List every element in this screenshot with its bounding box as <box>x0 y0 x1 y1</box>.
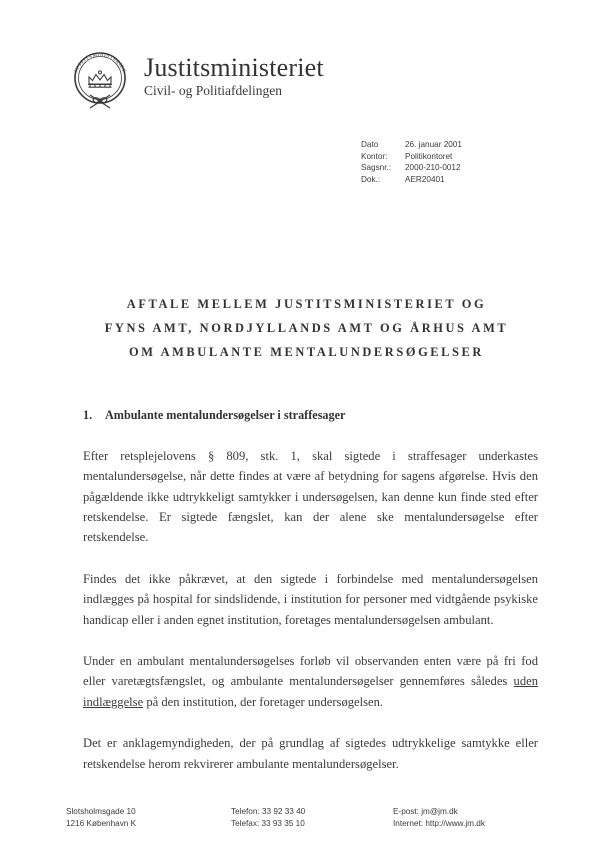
section-heading-text: Ambulante mentalundersøgelser i straffesager <box>105 408 346 422</box>
footer-address-street: Slotsholmsgade 10 <box>66 807 136 816</box>
meta-label-dok: Dok.: <box>361 174 381 184</box>
footer-fax: Telefax: 33 93 35 10 <box>231 818 305 828</box>
document-title-line-2: FYNS AMT, NORDJYLLANDS AMT OG ÅRHUS AMT <box>104 321 509 336</box>
paragraph-1: Efter retsplejelovens § 809, stk. 1, skal sigtede i straffesager underkastes mentalundersøgelse, når dette findes at være af betydning for sagens afgørelse. Hvis den pågældende ikke udtrykkeligt samtykker i undersøgelsen, kan denne kun finde sted efter retskendelse. Er sigtede fængslet, kan der alene ske mentalundersøgelse efter retskendelse. <box>83 448 538 545</box>
document-meta-block <box>361 139 462 186</box>
footer-phone: Telefon: 33 92 33 40 <box>231 807 306 816</box>
meta-row-sagsnr <box>361 162 462 174</box>
document-title-line-3: OM AMBULANTE MENTALUNDERSØGELSER <box>129 345 484 360</box>
meta-value-dato: 26. januar 2001 <box>405 140 462 149</box>
wordmark-block <box>144 46 324 100</box>
document-body <box>83 408 538 774</box>
meta-row-dok <box>361 174 462 186</box>
document-title <box>62 292 551 365</box>
paragraph-4: Det er anklagemyndigheden, der på grundlag af sigtedes udtrykkelige samtykke eller retskendelse herom rekvirerer ambulante mentalundersøgelser. <box>83 736 538 771</box>
footer-phone-column <box>231 806 393 830</box>
meta-value-kontor: Politikontoret <box>405 151 453 161</box>
meta-row-dato <box>361 139 462 151</box>
meta-value-sagsnr: 2000-210-0012 <box>405 163 461 173</box>
section-number: 1. <box>83 408 93 422</box>
meta-label-sagsnr: Sagsnr.: <box>361 163 392 173</box>
document-title-line-1: AFTALE MELLEM JUSTITSMINISTERIET OG <box>126 297 487 311</box>
page-footer <box>66 806 546 830</box>
footer-online-column <box>393 806 546 830</box>
footer-email: E-post: jm@jm.dk <box>393 807 458 816</box>
ministry-crown-seal-icon <box>66 46 134 114</box>
letterhead <box>66 46 324 114</box>
footer-internet: Internet: http://www.jm.dk <box>393 818 485 828</box>
department-name: Civil- og Politiafdelingen <box>144 83 282 99</box>
meta-value-dok: AER20401 <box>405 174 445 184</box>
svg-text:JUSTITSMINISTERIET: JUSTITSMINISTERIET <box>73 51 127 74</box>
footer-address-city: 1216 København K <box>66 818 137 828</box>
paragraph-3-emphasis: uden indlæggelse <box>83 674 538 709</box>
meta-label-kontor: Kontor: <box>361 151 388 161</box>
meta-label-dato: Dato <box>361 140 379 149</box>
paragraph-3-text-before: Under en ambulant mentalundersøgelses forløb vil observanden enten være på fri fod eller varetægtsfængslet, og ambulante mentalundersøgelser gennemføres således <box>83 653 538 689</box>
paragraph-3-text-after: på den institution, der foretager undersøgelsen. <box>143 694 384 709</box>
meta-row-kontor <box>361 151 462 163</box>
ministry-wordmark: Justitsministeriet <box>144 53 324 82</box>
section-heading-1 <box>83 408 538 424</box>
paragraph-2: Findes det ikke påkrævet, at den sigtede i forbindelse med mentalundersøgelsen indlægges på hospital for sindslidende, i institution for personer med vidtgående psykiske handicap eller i anden egnet institution, foretages mentalundersøgelsen ambulant. <box>83 571 538 627</box>
paragraph-3 <box>83 651 538 712</box>
footer-address-column <box>66 806 231 830</box>
